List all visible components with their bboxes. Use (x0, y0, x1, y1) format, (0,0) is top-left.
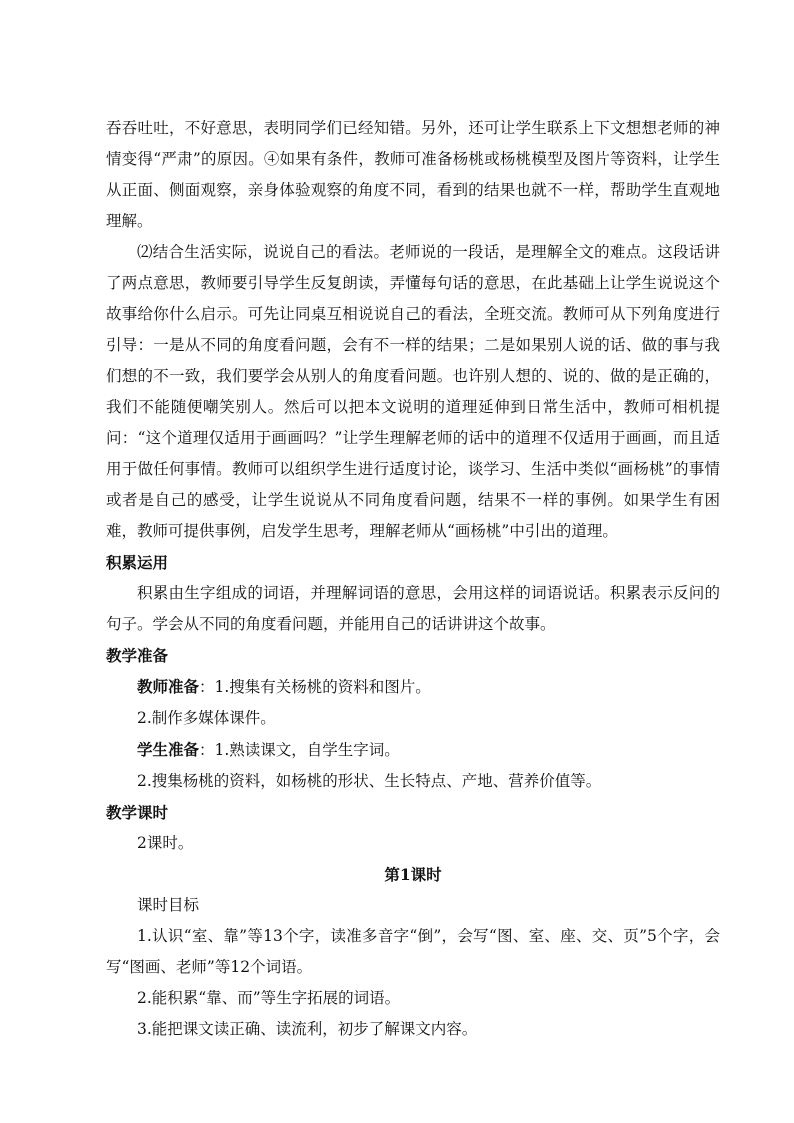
student-prep-item-2: 2.搜集杨桃的资料，如杨桃的形状、生长特点、产地、营养价值等。 (137, 772, 602, 790)
goal-item-1: 1.认识“室、靠”等13个字，读准多音字“倒”，会写“图、室、座、交、页”5个字，会写“图画、老师”等12个词语。 (106, 927, 720, 976)
hours-text: 2课时。 (137, 834, 194, 852)
accumulate-text: 积累由生字组成的词语，并理解词语的意思，会用这样的词语说话。积累表示反问的句子。学会从不同的角度看问题，并能用自己的话讲讲这个故事。 (106, 584, 720, 633)
lesson-title: 第1课时 (384, 865, 442, 884)
section-heading-hours: 教学课时 (106, 803, 169, 822)
teacher-prep-item-2: 2.制作多媒体课件。 (137, 709, 276, 727)
teacher-prep-label: 教师准备 (137, 677, 200, 696)
teacher-prep-line-1 (106, 671, 720, 703)
student-prep-label: 学生准备 (137, 740, 200, 759)
student-prep-item-1: ：1.熟读课文，自学生字词。 (199, 741, 400, 759)
goal-item-3: 3.能把课文读正确、读流利，初步了解课文内容。 (137, 1020, 478, 1038)
teacher-prep-item-1: ：1.搜集有关杨桃的资料和图片。 (199, 678, 431, 696)
section-heading-prep: 教学准备 (106, 646, 169, 665)
student-prep-line-1 (106, 734, 720, 766)
section-heading-accumulate: 积累运用 (106, 553, 169, 572)
body-paragraph-2: ⑵结合生活实际，说说自己的看法。老师说的一段话，是理解全文的难点。这段话讲了两点意思，教师要引导学生反复朗读，弄懂每句话的意思，在此基础上让学生说说这个故事给你什么启示。可先让同桌互相说说自己的看法，全班交流。教师可从下列角度进行引导：一是从不同的角度看问题，会有不一样的结果；二是如果别人说的话、做的事与我们想的不一致，我们要学会从别人的角度看问题。也许别人想的、说的、做的是正确的，我们不能随便嘲笑别人。然后可以把本文说明的道理延伸到日常生活中，教师可相机提问：“这个道理仅适用于画画吗？”让学生理解老师的话中的道理不仅适用于画画，而且适用于做任何事情。教师可以组织学生进行适度讨论，谈学习、生活中类似“画杨桃”的事情或者是自己的感受，让学生说说从不同角度看问题，结果不一样的事例。如果学生有困难，教师可提供事例，启发学生思考，理解老师从“画杨桃”中引出的道理。 (106, 243, 720, 540)
goal-item-2: 2.能积累“靠、而”等生字拓展的词语。 (137, 989, 401, 1007)
body-paragraph-1: 吞吞吐吐，不好意思，表明同学们已经知错。另外，还可让学生联系上下文想想老师的神情变得“严肃”的原因。④如果有条件，教师可准备杨桃或杨桃模型及图片等资料，让学生从正面、侧面观察，亲身体验观察的角度不同，看到的结果也就不一样，帮助学生直观地理解。 (106, 119, 720, 230)
document-page (106, 113, 720, 1045)
section-heading-goals: 课时目标 (137, 896, 200, 914)
